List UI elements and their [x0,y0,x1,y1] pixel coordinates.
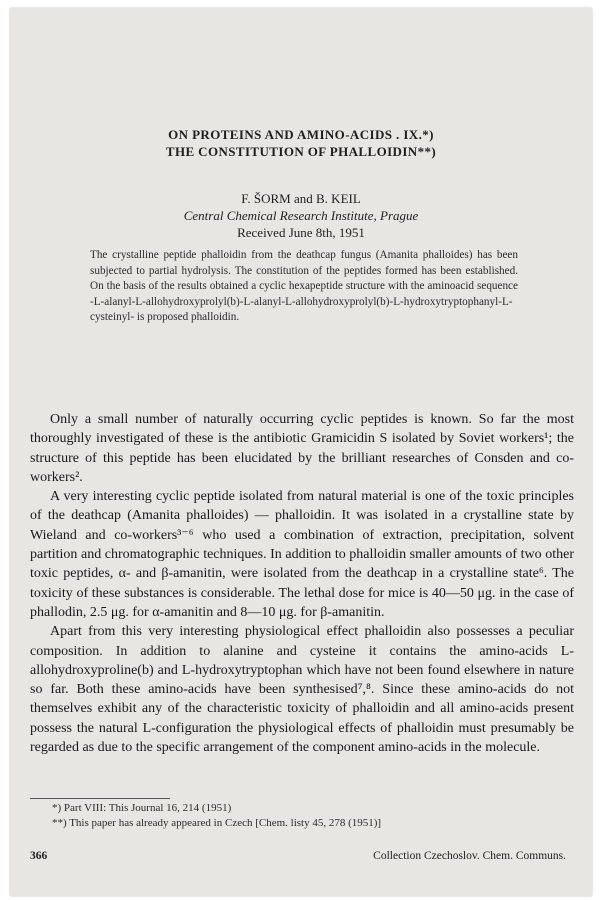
author-names: F. ŠORM and B. KEIL [241,191,361,206]
author-block [10,190,592,241]
title-line-1: ON PROTEINS AND AMINO-ACIDS . IX.*) [168,127,434,142]
footnote-divider [30,798,170,799]
footnote-2: **) This paper has already appeared in Czech [Chem. listy 45, 278 (1951)] [52,817,382,829]
paragraph-2: A very interesting cyclic peptide isolated from natural material is one of the toxic principles of the deathcap (Amanita phalloides) — phalloidin. It was isolated in a crystalline state by Wieland and co-workers³⁻⁶ who used a combination of extraction, precipitation, solvent partition and chromatographic techniques. In addition to phalloidin smaller amounts of two other toxic peptides, α- and β-amanitin, were isolated from the deathcap in a crystalline state⁶. The toxicity of these substances is considerable. The lethal dose for mice is 40—50 μg. in the case of phallodin, 2.5 μg. for α-amanitin and 8—10 μg. for β-amanitin. [30,489,574,620]
received-date: Received June 8th, 1951 [237,225,365,240]
body-text [30,410,574,757]
paper-page [10,8,592,896]
page-number: 366 [30,850,48,862]
paragraph-3: Apart from this very interesting physiological effect phalloidin also possesses a peculiar composition. In addition to alanine and cysteine it contains the amino-acids L-allohydroxyproline(b) and L-hydroxytryptophan which have not been found elsewhere in nature so far. Both these amino-acids have been synthesised⁷,⁸. Since these amino-acids do not themselves exhibit any of the characteristic toxicity of phalloidin and all amino-acids present possess the natural L-configuration the physiological effects of phalloidin must presumably be regarded as due to the specific arrangement of the component amino-acids in the molecule. [30,624,574,756]
journal-name: Collection Czechoslov. Chem. Communs. [373,850,566,862]
abstract: The crystalline peptide phalloidin from the deathcap fungus (Amanita phalloides) has been subjected to partial hydrolysis. The constitution of the peptides formed has been established. On the basis of the results obtained a cyclic hexapeptide structure with the aminoacid sequence -L-alanyl-L-allohydroxyprolyl(b)-L-alanyl-L-allohydroxyprolyl(b)-L-hydroxytryptophanyl-L-cysteinyl- is proposed phalloidin. [90,249,518,323]
institute: Central Chemical Research Institute, Prague [183,208,419,223]
footnote-1: *) Part VIII: This Journal 16, 214 (1951) [52,802,232,814]
footnotes [52,801,572,831]
article-title [10,126,592,160]
page-footer [30,850,566,862]
paragraph-1: Only a small number of naturally occurring cyclic peptides is known. So far the most thoroughly investigated of these is the antibiotic Gramicidin S isolated by Soviet workers¹; the structure of this peptide has been elucidated by the brilliant researches of Consden and co-workers². [30,412,574,485]
title-line-2: THE CONSTITUTION OF PHALLOIDIN**) [165,144,437,159]
